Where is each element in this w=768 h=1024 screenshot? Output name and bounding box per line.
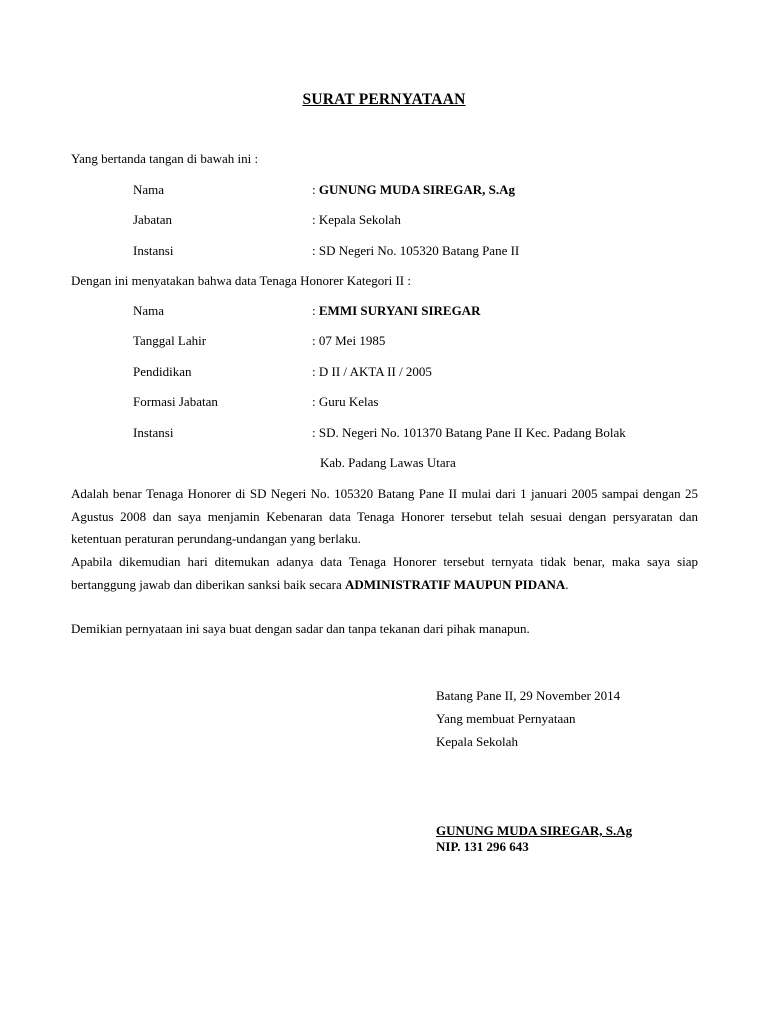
signer-name-value: : GUNUNG MUDA SIREGAR, S.Ag xyxy=(312,182,515,197)
honorer-birthdate-value: : 07 Mei 1985 xyxy=(312,333,386,348)
signer-name-signature: GUNUNG MUDA SIREGAR, S.Ag xyxy=(436,823,633,838)
maker-label: Yang membuat Pernyataan xyxy=(436,711,576,726)
honorer-name-value: : EMMI SURYANI SIREGAR xyxy=(312,303,481,318)
signer-name-label: Nama xyxy=(133,182,165,197)
maker-position: Kepala Sekolah xyxy=(436,734,518,749)
paragraph-sanction: Apabila dikemudian hari ditemukan adanya data Tenaga Honorer tersebut ternyata tidak benar, maka saya siap bertanggung jawab dan diberikan sanksi baik secara ADMINISTRATIF MAUPUN PIDANA. xyxy=(71,554,698,592)
honorer-birthdate-label: Tanggal Lahir xyxy=(133,333,207,348)
page-title: SURAT PERNYATAAN xyxy=(302,91,466,108)
place-date: Batang Pane II, 29 November 2014 xyxy=(436,688,621,703)
signer-position-label: Jabatan xyxy=(133,212,172,227)
intro-text: Yang bertanda tangan di bawah ini : xyxy=(71,151,259,166)
honorer-institution-value: : SD. Negeri No. 101370 Batang Pane II Kec. Padang Bolak xyxy=(312,425,626,440)
signer-nip: NIP. 131 296 643 xyxy=(436,839,529,854)
signer-institution-label: Instansi xyxy=(133,243,174,258)
honorer-institution-label: Instansi xyxy=(133,425,174,440)
honorer-education-label: Pendidikan xyxy=(133,364,192,379)
paragraph-confirmation: Adalah benar Tenaga Honorer di SD Negeri No. 105320 Batang Pane II mulai dari 1 januari 2005 sampai dengan 25 Agustus 2008 dan saya menjamin Kebenaran data Tenaga Honorer tersebut telah sesuai dengan persyaratan dan ketentuan peraturan perundang-undangan yang berlaku. xyxy=(71,486,698,546)
honorer-formation-value: : Guru Kelas xyxy=(312,394,379,409)
signer-institution-value: : SD Negeri No. 105320 Batang Pane II xyxy=(312,243,520,258)
paragraph-closing: Demikian pernyataan ini saya buat dengan sadar dan tanpa tekanan dari pihak manapun. xyxy=(71,621,530,636)
honorer-formation-label: Formasi Jabatan xyxy=(133,394,218,409)
signer-position-value: : Kepala Sekolah xyxy=(312,212,401,227)
honorer-institution-continuation: Kab. Padang Lawas Utara xyxy=(320,455,456,470)
honorer-education-value: : D II / AKTA II / 2005 xyxy=(312,364,432,379)
statement-intro: Dengan ini menyatakan bahwa data Tenaga Honorer Kategori II : xyxy=(71,273,411,288)
honorer-name-label: Nama xyxy=(133,303,165,318)
